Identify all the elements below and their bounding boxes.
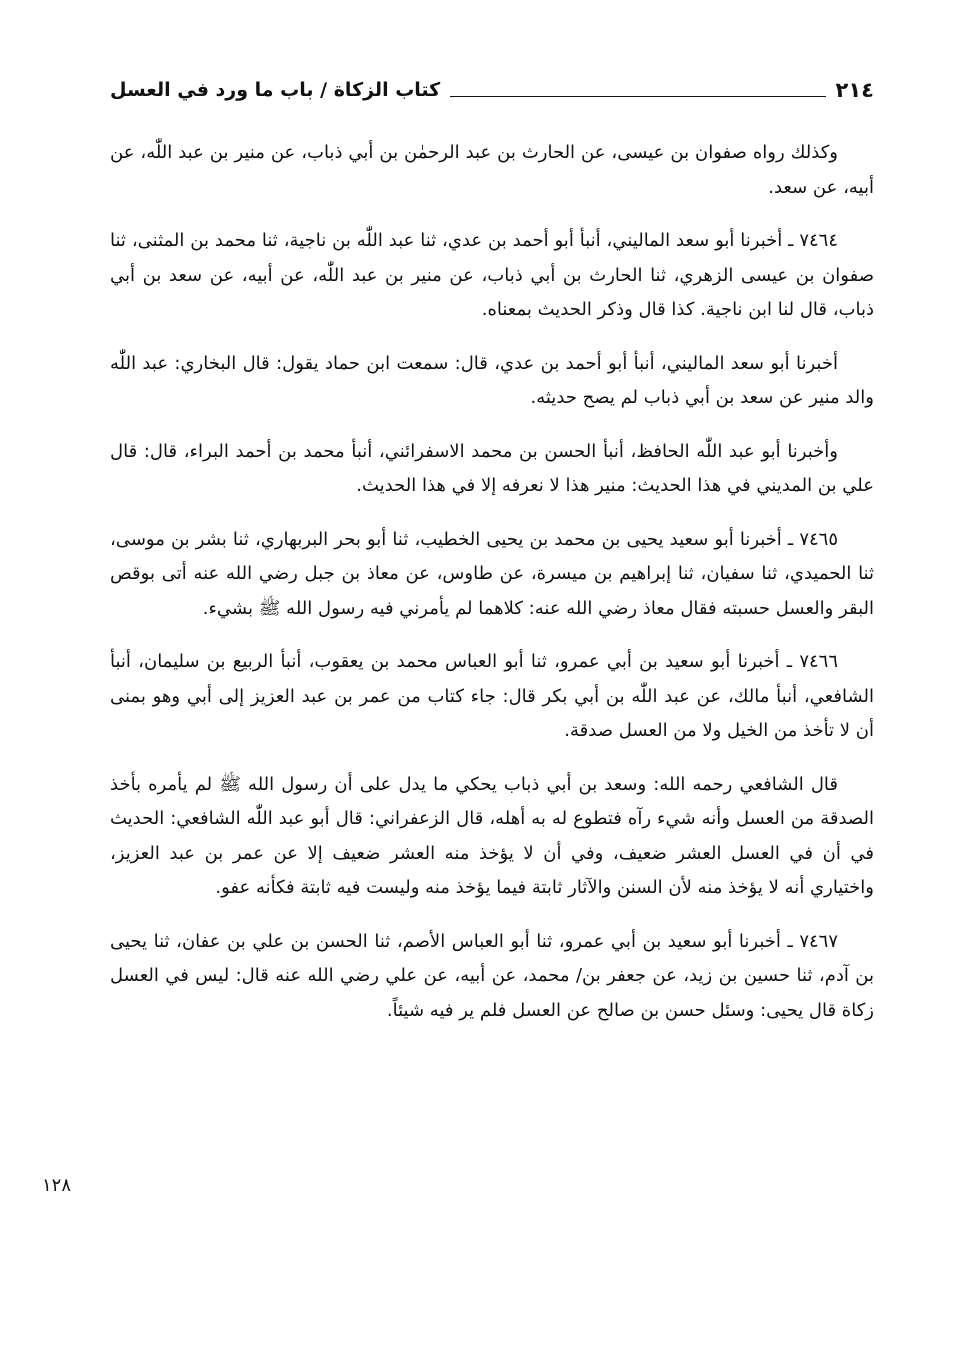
hadith-7464: ٧٤٦٤ ـ أخبرنا أبو سعد الماليني، أنبأ أبو أحمد بن عدي، ثنا عبد اللّٰه بن ناجية، ثنا محمد بن المثنى، ثنا صفوان بن عيسى الزهري، ثنا الحارث بن أبي ذباب، عن منير بن عبد اللّٰه، عن أبيه، عن سعد بن أبي ذباب، قال لنا ابن ناجية. كذا قال وذكر الحديث بمعناه. bbox=[110, 230, 874, 320]
running-title: كتاب الزكاة / باب ما ورد في العسل bbox=[110, 79, 441, 101]
page-header bbox=[110, 70, 874, 110]
header-rule bbox=[450, 96, 825, 97]
paragraph-1: وكذلك رواه صفوان بن عيسى، عن الحارث بن عبد الرحمٰن بن أبي ذباب، عن منير بن عبد اللّٰه، عن أبيه، عن سعد. bbox=[110, 142, 874, 198]
page-body bbox=[110, 136, 874, 1047]
margin-page-reference: ١٢٨ bbox=[42, 1175, 72, 1196]
hadith-7465: ٧٤٦٥ ـ أخبرنا أبو سعيد يحيى بن محمد بن يحيى الخطيب، ثنا أبو بحر البربهاري، ثنا بشر بن موسى، ثنا الحميدي، ثنا سفيان، ثنا إبراهيم بن ميسرة، عن طاوس، عن معاذ بن جبل رضي الله عنه أتى بوقص البقر والعسل حسبته فقال معاذ رضي الله عنه: كلاهما لم يأمرني فيه رسول الله ﷺ بشيء. bbox=[110, 528, 874, 619]
paragraph-3: أخبرنا أبو سعد الماليني، أنبأ أبو أحمد بن عدي، قال: سمعت ابن حماد يقول: قال البخاري: عبد اللّٰه والد منير عن سعد بن أبي ذباب لم يصح حديثه. bbox=[110, 352, 874, 408]
hadith-7467: ٧٤٦٧ ـ أخبرنا أبو سعيد بن أبي عمرو، ثنا أبو العباس الأصم، ثنا الحسن بن علي بن عفان، ثنا يحيى بن آدم، ثنا حسين بن زيد، عن جعفر بن/ محمد، عن أبيه، عن علي رضي الله عنه قال: ليس في العسل زكاة قال يحيى: وسئل حسن بن صالح عن العسل فلم ير فيه شيئاً. bbox=[110, 930, 874, 1021]
paragraph-4: وأخبرنا أبو عبد اللّٰه الحافظ، أنبأ الحسن بن محمد الاسفرائني، أنبأ محمد بن أحمد البراء، قال: قال علي بن المديني في هذا الحديث: منير هذا لا نعرفه إلا في هذا الحديث. bbox=[110, 440, 874, 496]
paragraph-7: قال الشافعي رحمه الله: وسعد بن أبي ذباب يحكي ما يدل على أن رسول الله ﷺ لم يأمره بأخذ الصدقة من العسل وأنه شيء رآه فتطوع له به أهله، قال الزعفراني: قال أبو عبد اللّٰه الشافعي: الحديث في أن في العسل العشر ضعيف، وفي أن لا يؤخذ منه العشر ضعيف إلا عن عمر بن عبد العزيز، واختياري أنه لا يؤخذ منه لأن السنن والآثار ثابتة فيما يؤخذ منه وليست فيه ثابتة فكأنه عفو. bbox=[110, 773, 874, 898]
page-number: ٢١٤ bbox=[835, 78, 874, 102]
hadith-7466: ٧٤٦٦ ـ أخبرنا أبو سعيد بن أبي عمرو، ثنا أبو العباس محمد بن يعقوب، أنبأ الربيع بن سليمان، أنبأ الشافعي، أنبأ مالك، عن عبد اللّٰه بن أبي بكر قال: جاء كتاب من عمر بن عبد العزيز إلى أبي وهو بمنى أن لا تأخذ من الخيل ولا من العسل صدقة. bbox=[110, 651, 874, 741]
